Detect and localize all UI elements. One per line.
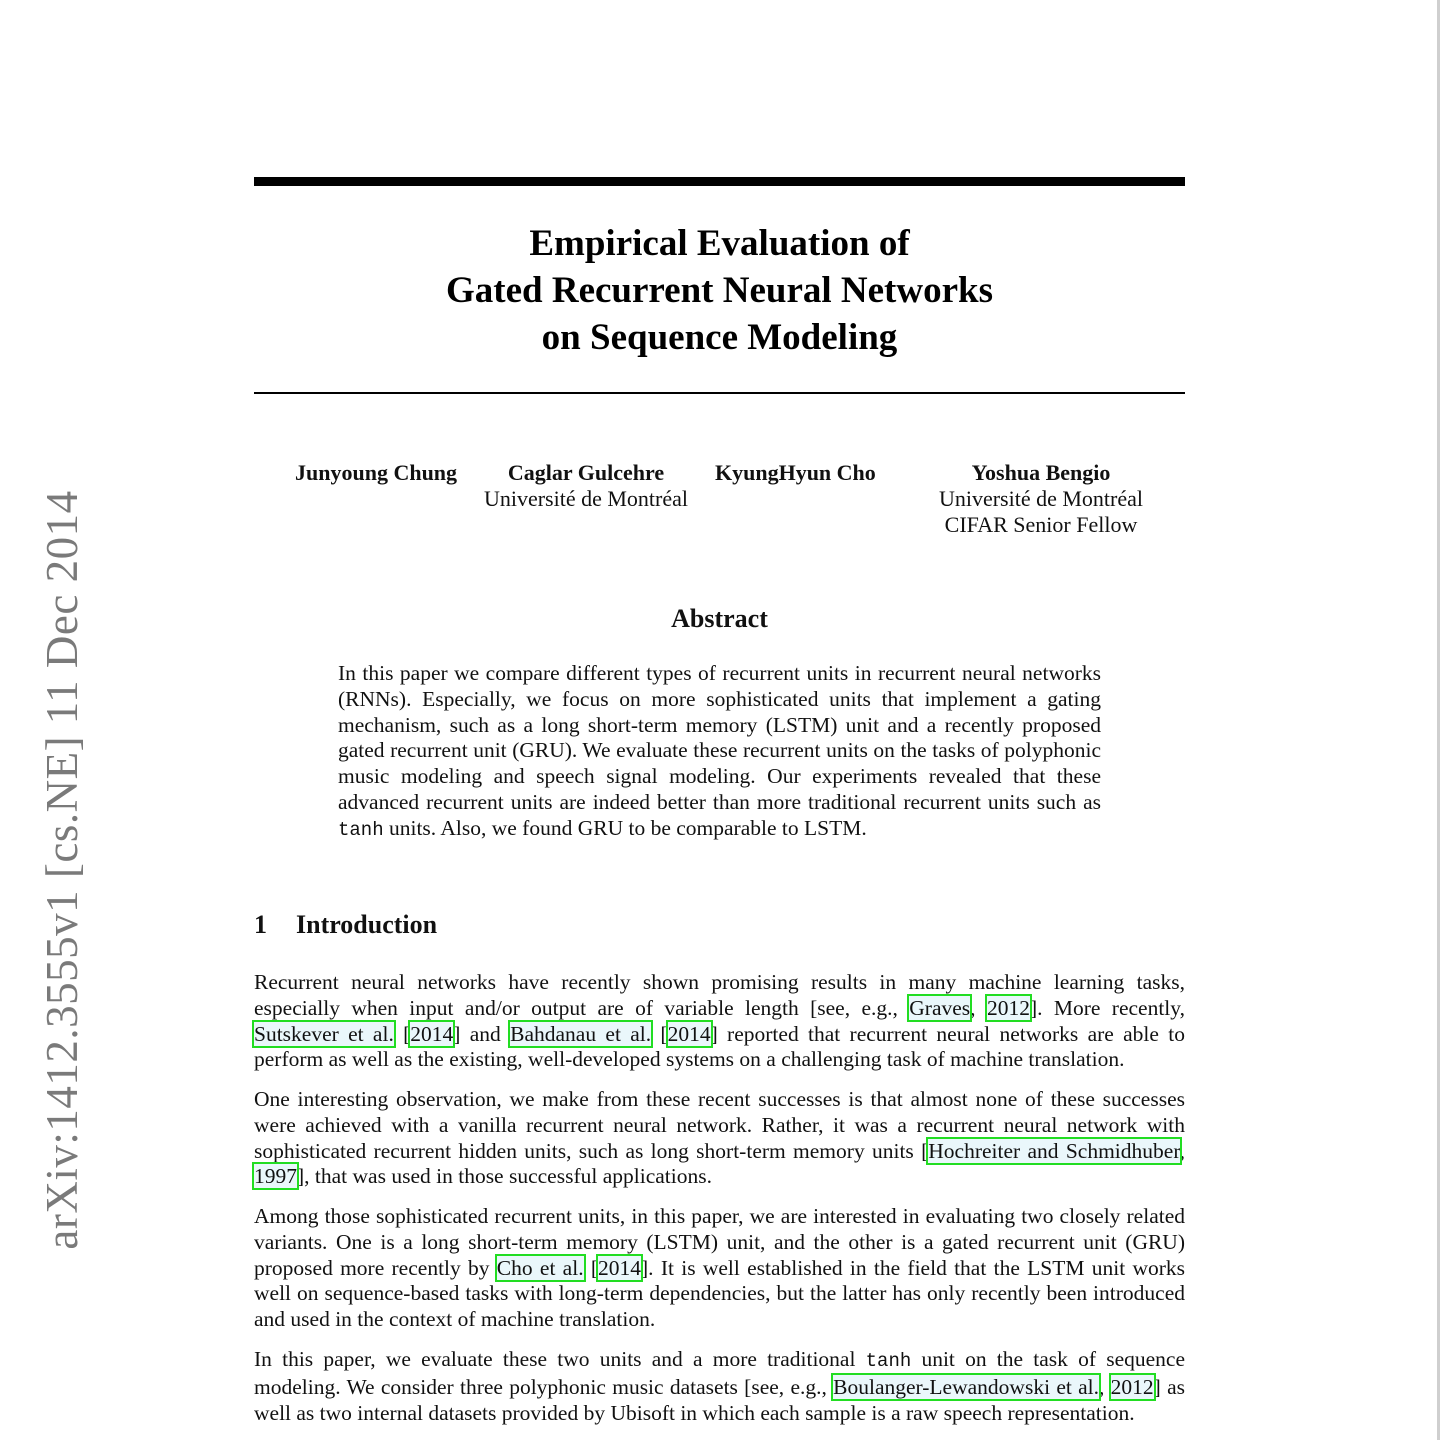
abstract-text: In this paper we compare different types of recurrent units in recurrent neural networks (RNNs). Especially, we focus on more sophisticated units that implement a gating mechanism, such as a long short-term memory (LSTM) unit and a recently proposed gated recurrent unit (GRU). We evaluate these recurrent units on the tasks of polyphonic music modeling and speech signal modeling. Our experiments revealed that these advanced recurrent units are indeed better than more traditional recurrent units such as <box>338 661 1101 814</box>
citation-link[interactable]: Bahdanau et al. <box>510 1021 652 1046</box>
author-affiliation: Université de Montréal <box>938 486 1144 511</box>
paragraph-text: [ <box>583 1255 599 1280</box>
arxiv-stamp-text: arXiv:1412.3555v1 [cs.NE] 11 Dec 2014 <box>37 490 87 1250</box>
section-number: 1 <box>254 910 267 939</box>
paragraph-text: [ <box>393 1021 411 1046</box>
paragraph-text: ] as well as two internal datasets provided by Ubisoft in which each sample is a raw speech representation. <box>254 1374 1185 1425</box>
citation-link[interactable]: Graves <box>909 995 971 1020</box>
paragraph-text: Among those sophisticated recurrent units, in this paper, we are interested in evaluating two closely related variants. One is a long short-term memory (LSTM) unit, and the other is a gated recurrent unit (GRU) proposed more recently by <box>254 1204 1185 1280</box>
citation-link[interactable]: 2012 <box>1110 1374 1154 1399</box>
paragraph-text: ]. More recently, <box>1029 995 1186 1020</box>
abstract-heading: Abstract <box>671 604 768 633</box>
citation-link[interactable]: 2014 <box>667 1021 711 1046</box>
author-name: KyungHyun Cho <box>715 460 876 485</box>
author-name: Junyoung Chung <box>295 460 458 485</box>
paragraph-text: ] and <box>453 1021 511 1046</box>
paragraph-text: ]. It is well established in the field that the LSTM unit works well on sequence-based tasks with long-term dependencies, but the latter has only recently been introduced and used in the context of machine translation. <box>254 1255 1185 1332</box>
paragraph-text: unit on the task of sequence modeling. We consider three polyphonic music datasets [see, e.g., <box>254 1347 1185 1399</box>
citation-link[interactable]: Cho et al. <box>496 1255 584 1280</box>
title-bottom-rule <box>254 392 1185 394</box>
section-heading <box>254 910 437 940</box>
author-name: Yoshua Bengio <box>971 460 1111 485</box>
author-role: CIFAR Senior Fellow <box>944 512 1138 537</box>
author-block <box>295 460 457 486</box>
citation-link[interactable]: 1997 <box>254 1164 297 1189</box>
abstract-code-term: tanh <box>338 818 384 841</box>
citation-link[interactable]: 2014 <box>598 1255 642 1280</box>
paragraph-text: One interesting observation, we make from these recent successes is that almost none of these successes were achieved with a vanilla recurrent neural network. Rather, it was a recurrent neural network with sophisticated recurrent hidden units, such as long short-term memory units [ <box>254 1087 1185 1163</box>
author-name: Caglar Gulcehre <box>507 460 665 485</box>
abstract-text: units. Also, we found GRU to be comparable to LSTM. <box>383 815 867 840</box>
intro-paragraph <box>254 1204 1185 1333</box>
intro-paragraph <box>254 1087 1185 1190</box>
citation-link[interactable]: Sutskever et al. <box>254 1021 394 1046</box>
abstract-body <box>338 661 1101 844</box>
paragraph-text: [ <box>651 1021 668 1046</box>
author-block <box>715 460 876 486</box>
intro-paragraph <box>254 970 1185 1073</box>
paragraph-text: , <box>1179 1138 1185 1163</box>
author-block <box>932 460 1150 538</box>
author-block <box>478 460 694 512</box>
paragraph-text: , <box>970 995 987 1020</box>
paragraph-text: In this paper, we evaluate these two units and a more traditional <box>254 1347 866 1371</box>
author-affiliation: Université de Montréal <box>483 486 689 511</box>
citation-link[interactable]: 2012 <box>986 995 1030 1020</box>
citation-link[interactable]: 2014 <box>410 1021 454 1046</box>
title-top-rule <box>254 177 1185 186</box>
code-term: tanh <box>865 1350 912 1372</box>
title-line: Empirical Evaluation of <box>529 223 910 264</box>
citation-link[interactable]: Hochreiter and Schmidhuber <box>928 1138 1180 1163</box>
intro-paragraph <box>254 1347 1185 1426</box>
section-title: Introduction <box>296 910 438 939</box>
paper-title <box>254 220 1185 361</box>
paragraph-text: , <box>1099 1374 1111 1399</box>
title-line: Gated Recurrent Neural Networks <box>446 270 993 311</box>
citation-link[interactable]: Boulanger-Lewandowski et al. <box>833 1374 1099 1399</box>
title-line: on Sequence Modeling <box>541 317 898 358</box>
paragraph-text: ], that was used in those successful applications. <box>297 1164 712 1189</box>
paragraph-text: Recurrent neural networks have recently shown promising results in many machine learning tasks, especially when input and/or output are of variable length [see, e.g., <box>254 970 1185 1020</box>
paragraph-text: ] reported that recurrent neural networks are able to perform as well as the existing, well-developed systems on a challenging task of machine translation. <box>254 1021 1185 1072</box>
